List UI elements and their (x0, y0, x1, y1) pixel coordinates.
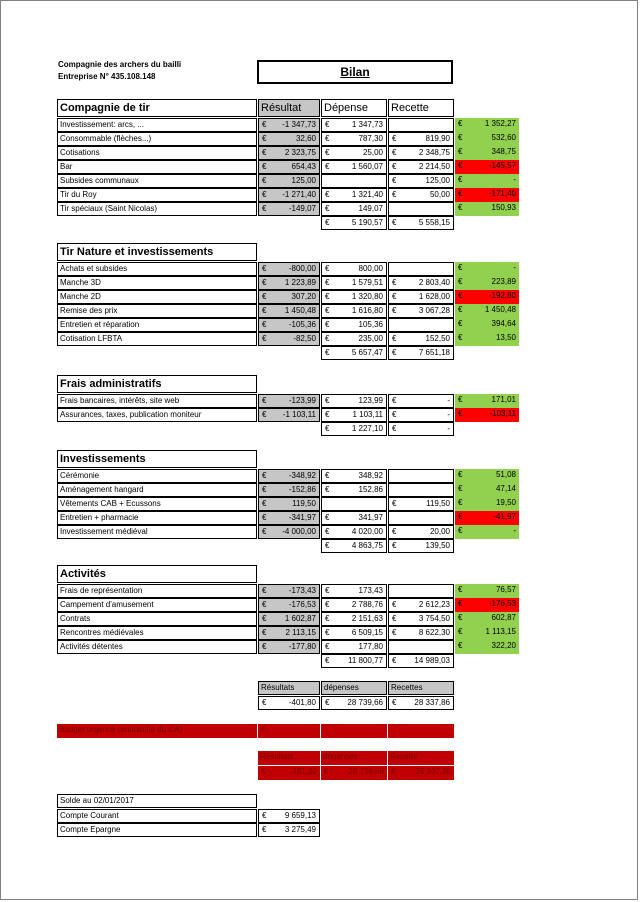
total-expense: € 4 863,75 (321, 539, 387, 553)
total-expense: € 5 190,57 (321, 216, 387, 230)
row-income: € 1 628,00 (388, 290, 454, 304)
total-expense: € 5 657,47 (321, 346, 387, 360)
total-income: € 139,50 (388, 539, 454, 553)
row-income: € 2 348,75 (388, 146, 454, 160)
row-expense: € 25,00 (321, 146, 387, 160)
budget-expense: € 28 739,66 (321, 766, 387, 780)
row-label: Frais bancaires, intérêts, site web (57, 394, 257, 408)
row-result: € -82,50 (258, 332, 320, 346)
row-label: Cérémonie (57, 469, 257, 483)
row-result: € 125,00 (258, 174, 320, 188)
budget-result: € -401,80 (258, 766, 320, 780)
budget-currency-cell: € (258, 724, 320, 738)
row-label: Investissement médiéval (57, 525, 257, 539)
row-expense: € 1 320,80 (321, 290, 387, 304)
account-current-value: € 9 659,13 (258, 809, 320, 823)
row-label: Cotisations (57, 146, 257, 160)
budget-income: € 28 337,86 (388, 766, 454, 780)
budget-empty-expense (321, 724, 387, 738)
row-income-empty (388, 483, 454, 497)
row-income: € 2 803,40 (388, 276, 454, 290)
row-expense: € 152,86 (321, 483, 387, 497)
organization-info (58, 59, 181, 83)
row-label: Rencontres médiévales (57, 626, 257, 640)
total-expense: € 1 227,10 (321, 422, 387, 436)
row-result: € -1 103,11 (258, 408, 320, 422)
row-expense: € 1 616,80 (321, 304, 387, 318)
summary-expense: € 28 739,66 (321, 696, 387, 710)
budget-header-expense: dépenses (321, 751, 387, 765)
row-label: Cotisation LFBTA (57, 332, 257, 346)
row-result: € 1 602,87 (258, 612, 320, 626)
row-label: Tir du Roy (57, 188, 257, 202)
summary-header-result: Résultats (258, 681, 320, 695)
row-expense: € 173,43 (321, 584, 387, 598)
row-income-empty (388, 262, 454, 276)
row-income: € 2 612,23 (388, 598, 454, 612)
row-difference: € 322,20 (455, 640, 519, 654)
row-difference: € 602,87 (455, 612, 519, 626)
row-result: € -1 347,73 (258, 118, 320, 132)
row-expense: € 177,80 (321, 640, 387, 654)
row-income: € 125,00 (388, 174, 454, 188)
total-expense: € 11 800,77 (321, 654, 387, 668)
column-header-income: Recette (388, 99, 454, 117)
row-difference: € -41,97 (455, 511, 519, 525)
row-difference: € - (455, 174, 519, 188)
summary-header-income: Recettes (388, 681, 454, 695)
section-title: Frais administratifs (57, 375, 257, 393)
row-result: € -105,36 (258, 318, 320, 332)
row-income: € 152,50 (388, 332, 454, 346)
org-registration: Entreprise N° 435.108.148 (58, 72, 156, 81)
total-income: € 14 989,03 (388, 654, 454, 668)
row-income: € 8 622,30 (388, 626, 454, 640)
row-difference: € 171,01 (455, 394, 519, 408)
row-label: Investissement: arcs, ... (57, 118, 257, 132)
row-difference: € 1 113,15 (455, 626, 519, 640)
row-difference: € 1 450,48 (455, 304, 519, 318)
row-expense: € 149,07 (321, 202, 387, 216)
row-expense: € 6 509,15 (321, 626, 387, 640)
row-expense: € 235,00 (321, 332, 387, 346)
balance-title: Solde au 02/01/2017 (57, 794, 257, 808)
row-expense: € 123,99 (321, 394, 387, 408)
row-income-empty (388, 318, 454, 332)
row-expense-empty (321, 174, 387, 188)
budget-header-income: Recette (388, 751, 454, 765)
account-savings-label: Compte Epargne (57, 823, 257, 837)
row-income: € 50,00 (388, 188, 454, 202)
row-result: € -1 271,40 (258, 188, 320, 202)
row-result: € 654,43 (258, 160, 320, 174)
row-label: Consommable (flèches...) (57, 132, 257, 146)
row-result: € 2 113,15 (258, 626, 320, 640)
row-expense: € 1 560,07 (321, 160, 387, 174)
row-expense: € 1 347,73 (321, 118, 387, 132)
total-income: € - (388, 422, 454, 436)
row-difference: € 150,93 (455, 202, 519, 216)
row-result: € -800,00 (258, 262, 320, 276)
row-result: € -4 000,00 (258, 525, 320, 539)
row-expense: € 2 788,76 (321, 598, 387, 612)
row-income: € - (388, 394, 454, 408)
row-result: € -177,80 (258, 640, 320, 654)
summary-header-expense: dépenses (321, 681, 387, 695)
row-result: € 1 450,48 (258, 304, 320, 318)
org-name: Compagnie des archers du bailli (58, 60, 182, 69)
row-income: € 3 067,28 (388, 304, 454, 318)
summary-income: € 28 337,86 (388, 696, 454, 710)
account-current-label: Compte Courant (57, 809, 257, 823)
column-header-result: Résultat (258, 99, 320, 117)
row-income-empty (388, 202, 454, 216)
section-title: Tir Nature et investissements (57, 243, 257, 261)
row-difference: € - (455, 262, 519, 276)
row-difference: € 47,14 (455, 483, 519, 497)
row-result: € -152,86 (258, 483, 320, 497)
budget-header-result: Résultats (258, 751, 320, 765)
row-expense: € 1 579,51 (321, 276, 387, 290)
page-title (257, 60, 453, 84)
row-label: Aménagement hangard (57, 483, 257, 497)
row-expense: € 1 103,11 (321, 408, 387, 422)
row-expense: € 105,36 (321, 318, 387, 332)
row-difference: € 394,64 (455, 318, 519, 332)
row-difference: € 223,89 (455, 276, 519, 290)
row-difference: € -171,40 (455, 188, 519, 202)
row-result: € -348,92 (258, 469, 320, 483)
row-difference: € -192,80 (455, 290, 519, 304)
row-income-empty (388, 118, 454, 132)
section-title: Compagnie de tir (57, 99, 257, 117)
row-label: Contrats (57, 612, 257, 626)
title-text: Bilan (340, 65, 370, 79)
row-expense: € 787,30 (321, 132, 387, 146)
row-difference: € 51,08 (455, 469, 519, 483)
row-label: Vêtements CAB + Ecussons (57, 497, 257, 511)
row-difference: € 532,60 (455, 132, 519, 146)
row-result: € -176,53 (258, 598, 320, 612)
row-expense: € 348,92 (321, 469, 387, 483)
row-result: € -173,43 (258, 584, 320, 598)
row-label: Bar (57, 160, 257, 174)
row-expense: € 2 151,63 (321, 612, 387, 626)
row-result: € 32,60 (258, 132, 320, 146)
row-expense: € 800,00 (321, 262, 387, 276)
row-result: € -341,97 (258, 511, 320, 525)
row-income: € 20,00 (388, 525, 454, 539)
row-expense: € 341,97 (321, 511, 387, 525)
row-income-empty (388, 469, 454, 483)
row-difference: € 13,50 (455, 332, 519, 346)
row-label: Manche 2D (57, 290, 257, 304)
row-label: Remise des prix (57, 304, 257, 318)
column-header-expense: Dépense (321, 99, 387, 117)
budget-empty-income (388, 724, 454, 738)
row-income: € 2 214,50 (388, 160, 454, 174)
row-income: € 119,50 (388, 497, 454, 511)
row-difference: € 19,50 (455, 497, 519, 511)
row-result: € 1 223,89 (258, 276, 320, 290)
row-expense: € 1 321,40 (321, 188, 387, 202)
row-label: Entretien + pharmacie (57, 511, 257, 525)
row-expense-empty (321, 497, 387, 511)
row-income-empty (388, 640, 454, 654)
section-title: Activités (57, 565, 257, 583)
row-difference: € -103,11 (455, 408, 519, 422)
row-income: € 819,90 (388, 132, 454, 146)
row-expense: € 4 020,00 (321, 525, 387, 539)
row-label: Campement d'amusement (57, 598, 257, 612)
row-label: Tir spéciaux (Saint Nicolas) (57, 202, 257, 216)
row-difference: € 1 352,27 (455, 118, 519, 132)
row-label: Activités détentes (57, 640, 257, 654)
total-income: € 7 651,18 (388, 346, 454, 360)
row-result: € 307,20 (258, 290, 320, 304)
row-label: Subsides communaux (57, 174, 257, 188)
summary-result: € -401,80 (258, 696, 320, 710)
account-savings-value: € 3 275,49 (258, 823, 320, 837)
row-result: € 2 323,75 (258, 146, 320, 160)
row-income-empty (388, 511, 454, 525)
total-income: € 5 558,15 (388, 216, 454, 230)
row-result: € -149,07 (258, 202, 320, 216)
row-difference: € -145,57 (455, 160, 519, 174)
row-income-empty (388, 584, 454, 598)
row-label: Frais de représentation (57, 584, 257, 598)
budget-label: Budget urgence (unanimité du CA) (57, 724, 257, 738)
row-difference: € - (455, 525, 519, 539)
row-label: Manche 3D (57, 276, 257, 290)
row-difference: € 348,75 (455, 146, 519, 160)
section-title: Investissements (57, 450, 257, 468)
row-income: € 3 754,50 (388, 612, 454, 626)
row-label: Entretien et réparation (57, 318, 257, 332)
row-label: Achats et subsides (57, 262, 257, 276)
row-difference: € -176,53 (455, 598, 519, 612)
row-label: Assurances, taxes, publication moniteur (57, 408, 257, 422)
row-income: € - (388, 408, 454, 422)
row-result: € -123,99 (258, 394, 320, 408)
row-result: € 119,50 (258, 497, 320, 511)
row-difference: € 76,57 (455, 584, 519, 598)
